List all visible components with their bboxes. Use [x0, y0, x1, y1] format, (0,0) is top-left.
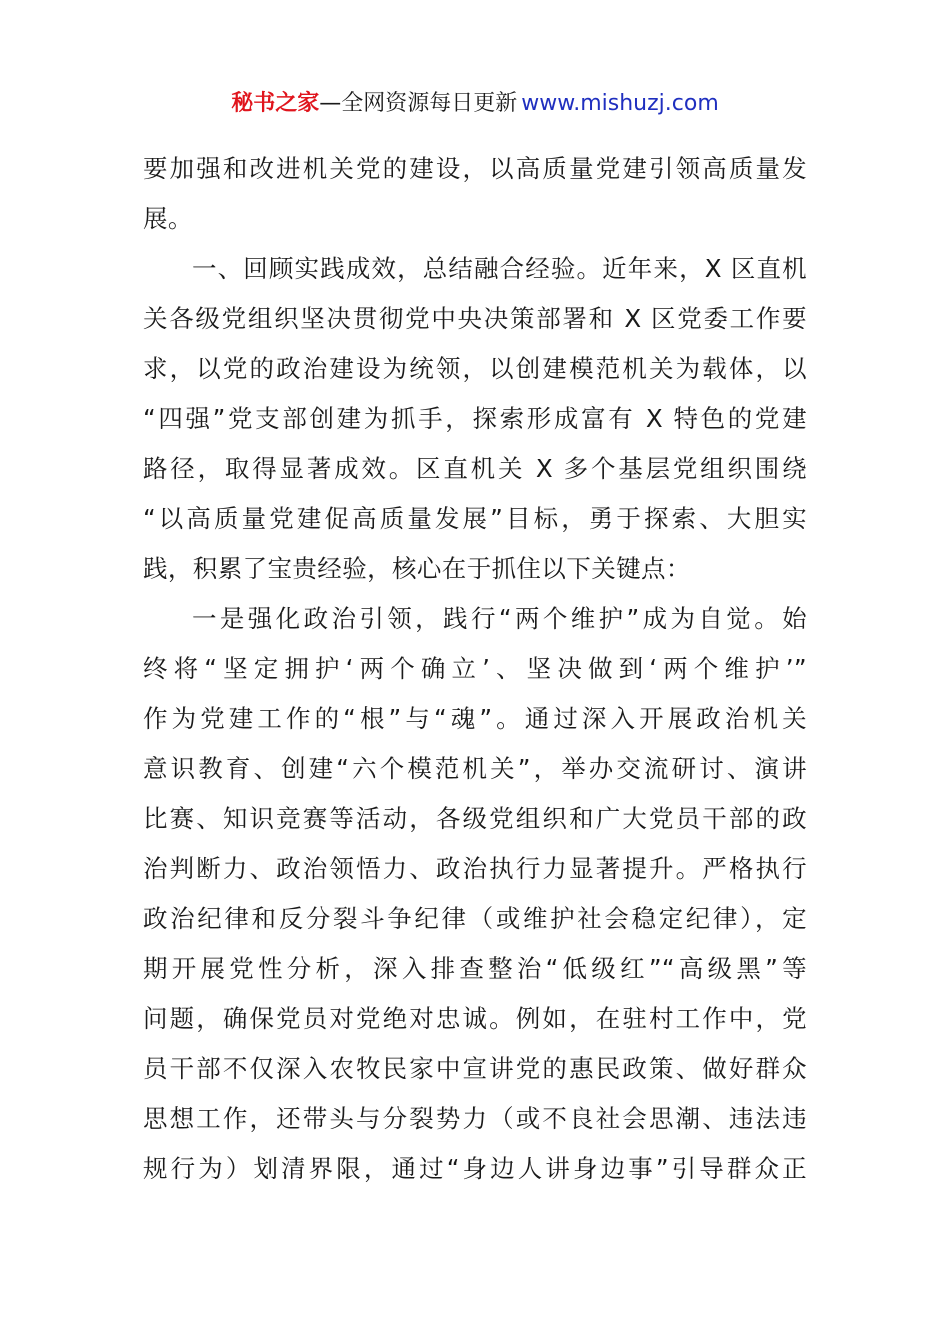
body-line: 治判断力、政治领悟力、政治执行力显著提升。严格执行: [143, 854, 807, 883]
body-line: 规行为）划清界限，通过“身边人讲身边事”引导群众正: [143, 1154, 807, 1183]
body-line: “四强”党支部创建为抓手，探索形成富有 X 特色的党建: [143, 404, 807, 433]
body-line: 终将“坚定拥护‘两个确立’、坚决做到‘两个维护’”: [143, 654, 807, 683]
document-body: [143, 144, 807, 1194]
body-line: 求，以党的政治建设为统领，以创建模范机关为载体，以: [143, 354, 807, 383]
body-line: 展。: [143, 204, 193, 233]
body-line: 期开展党性分析，深入排查整治“低级红”“高级黑”等: [143, 954, 807, 983]
body-line: 思想工作，还带头与分裂势力（或不良社会思潮、违法违: [143, 1104, 807, 1133]
paragraph-heading-line: 一是强化政治引领，践行“两个维护”成为自觉。始: [192, 604, 807, 633]
body-line: 关各级党组织坚决贯彻党中央决策部署和 X 区党委工作要: [143, 304, 807, 333]
body-line: “以高质量党建促高质量发展”目标，勇于探索、大胆实: [143, 504, 807, 533]
body-line: 践，积累了宝贵经验，核心在于抓住以下关键点：: [143, 554, 691, 583]
body-line: 比赛、知识竞赛等活动，各级党组织和广大党员干部的政: [143, 804, 807, 833]
body-line: 意识教育、创建“六个模范机关”，举办交流研讨、演讲: [143, 754, 807, 783]
brand-name: 秘书之家: [231, 91, 320, 116]
body-line: 员干部不仅深入农牧民家中宣讲党的惠民政策、做好群众: [143, 1054, 807, 1083]
document-header: [0, 88, 950, 120]
header-tagline: —全网资源每日更新: [319, 91, 518, 116]
site-url-link[interactable]: www.mishuzj.com: [521, 91, 719, 116]
body-line: 要加强和改进机关党的建设，以高质量党建引领高质量发: [143, 154, 807, 183]
body-line: 作为党建工作的“根”与“魂”。通过深入开展政治机关: [143, 704, 807, 733]
paragraph-heading-line: 一、回顾实践成效，总结融合经验。近年来，X 区直机: [192, 254, 807, 283]
body-line: 问题，确保党员对党绝对忠诚。例如，在驻村工作中，党: [143, 1004, 807, 1033]
body-line: 政治纪律和反分裂斗争纪律（或维护社会稳定纪律），定: [143, 904, 807, 933]
body-line: 路径，取得显著成效。区直机关 X 多个基层党组织围绕: [143, 454, 807, 483]
